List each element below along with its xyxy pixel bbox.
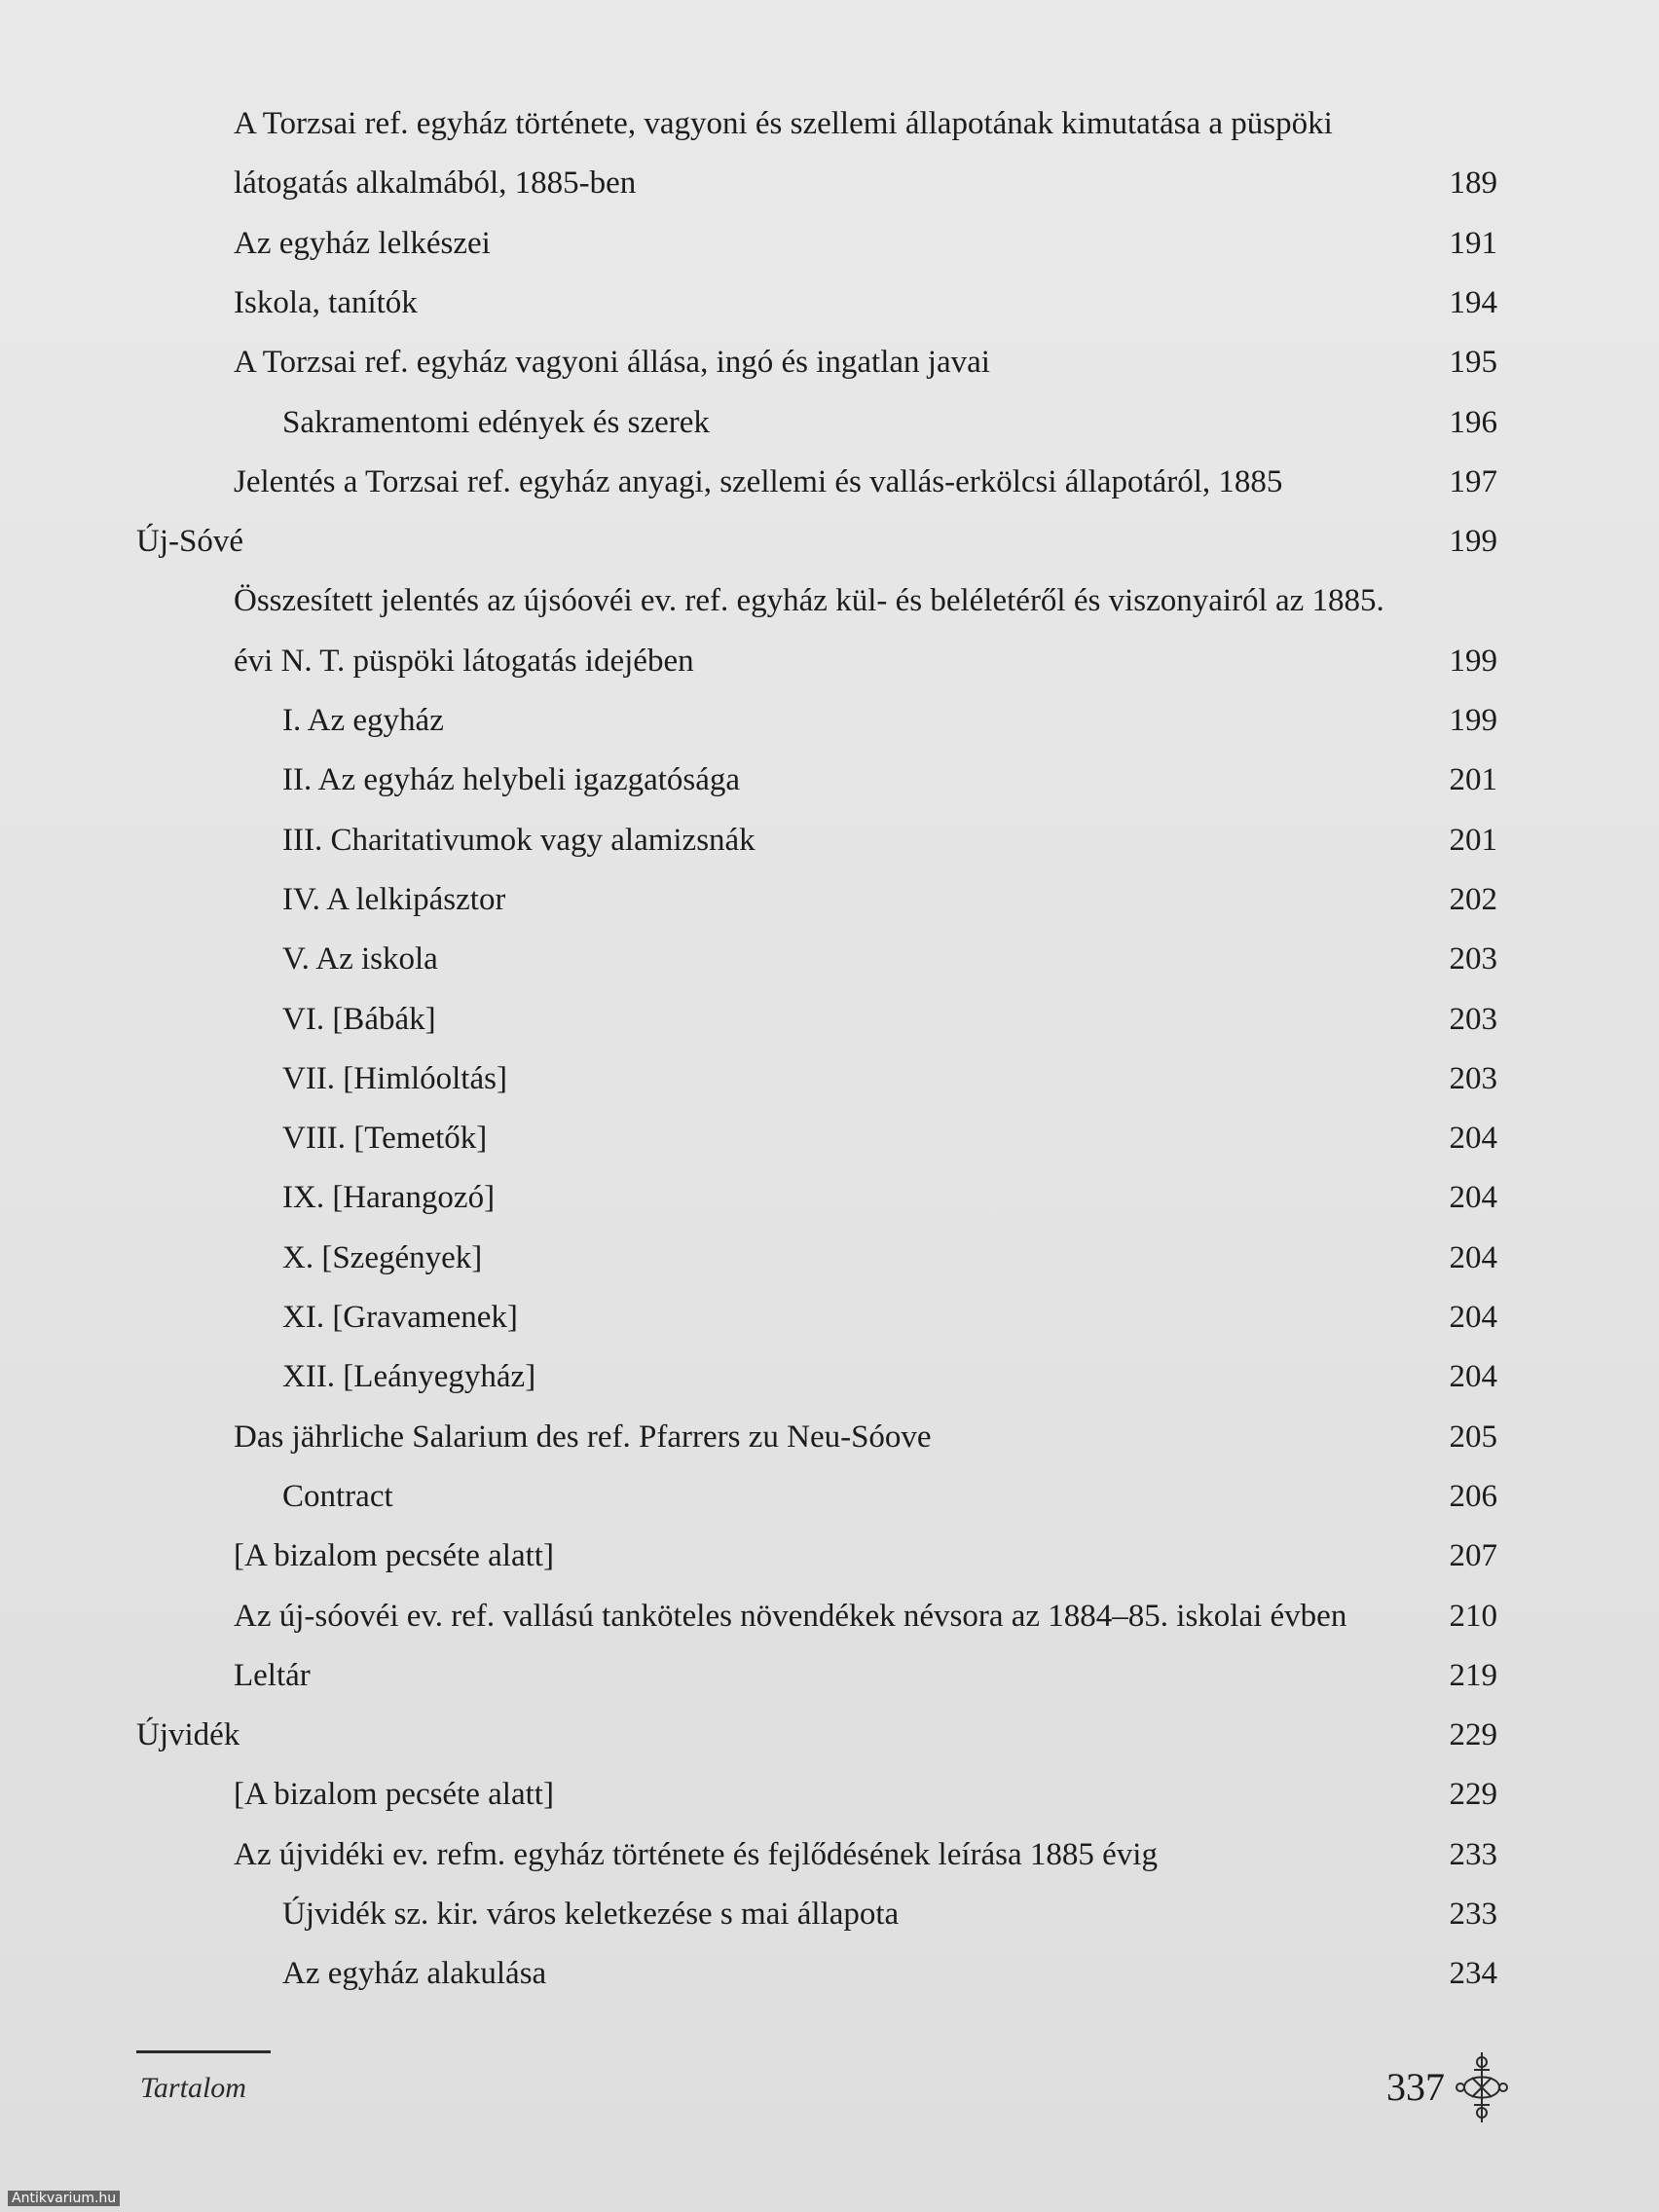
toc-entry-title: A Torzsai ref. egyház vagyoni állása, ingó és ingatlan javai	[234, 345, 990, 380]
toc-entry	[282, 1110, 1497, 1166]
toc-entry-title: [A bizalom pecséte alatt]	[234, 1777, 554, 1812]
toc-entry-page: 201	[1449, 823, 1497, 858]
toc-entry-title: látogatás alkalmából, 1885-ben	[234, 166, 637, 201]
toc-entry-title: Az egyház alakulása	[282, 1956, 547, 1991]
toc-entry-title: Leltár	[234, 1658, 311, 1693]
toc-entry	[282, 1230, 1497, 1286]
toc-entry-title: Újvidék sz. kir. város keletkezése s mai állapota	[282, 1897, 900, 1932]
toc-entry-title: évi N. T. püspöki látogatás idejében	[234, 644, 694, 679]
toc-entry-page: 206	[1449, 1479, 1497, 1514]
toc-entry-page: 234	[1449, 1956, 1497, 1991]
toc-entry-page: 203	[1449, 1002, 1497, 1037]
toc-entry-page: 229	[1449, 1717, 1497, 1752]
toc-entry	[282, 1289, 1497, 1346]
toc-entry-title: Sakramentomi edények és szerek	[282, 405, 710, 440]
toc-entry-page: 194	[1449, 285, 1497, 320]
page-number: 337	[1386, 2065, 1445, 2109]
toc-entry	[282, 1945, 1497, 2002]
toc-entry-title: Jelentés a Torzsai ref. egyház anyagi, szellemi és vallás-erkölcsi állapotáról, 1885	[234, 464, 1283, 499]
toc-entry	[136, 1707, 1497, 1763]
toc-entry-title: Contract	[282, 1479, 393, 1514]
footer-title: Tartalom	[140, 2072, 246, 2104]
toc-entry-title: A Torzsai ref. egyház története, vagyoni és szellemi állapotának kimutatása a püspöki	[234, 106, 1333, 141]
toc-entry-page: 207	[1449, 1538, 1497, 1573]
toc-entry-title: IV. A lelkipásztor	[282, 882, 506, 917]
toc-entry	[234, 155, 1497, 211]
toc-entry	[282, 752, 1497, 808]
toc-entry	[282, 1468, 1497, 1525]
toc-entry-page: 196	[1449, 405, 1497, 440]
toc-entry	[234, 1766, 1497, 1823]
toc-entry	[282, 991, 1497, 1048]
knot-ornament-icon	[1453, 2048, 1511, 2126]
toc-entry-title: X. [Szegények]	[282, 1240, 483, 1275]
toc-entry	[282, 1169, 1497, 1226]
toc-entry	[282, 812, 1497, 868]
toc-entry	[234, 215, 1497, 272]
toc-entry	[282, 1886, 1497, 1942]
toc-entry-page: 199	[1449, 703, 1497, 738]
toc-entry	[234, 454, 1497, 510]
toc-entry-title: [A bizalom pecséte alatt]	[234, 1538, 554, 1573]
toc-entry-page: 233	[1449, 1897, 1497, 1932]
toc-entry	[282, 871, 1497, 928]
toc-entry-title: II. Az egyház helybeli igazgatósága	[282, 762, 741, 797]
toc-entry-page: 204	[1449, 1121, 1497, 1156]
toc-entry-title: III. Charitativumok vagy alamizsnák	[282, 823, 756, 858]
toc-entry-title: Új-Sóvé	[136, 524, 243, 559]
footer-rule	[136, 2050, 271, 2053]
toc-entry-page: 204	[1449, 1240, 1497, 1275]
toc-entry-page: 210	[1449, 1599, 1497, 1634]
toc-entry-title: Az újvidéki ev. refm. egyház története és fejlődésének leírása 1885 évig	[234, 1837, 1158, 1872]
toc-entry-page: 205	[1449, 1419, 1497, 1455]
toc-entry-title: XII. [Leányegyház]	[282, 1359, 536, 1394]
toc-entry	[234, 1409, 1497, 1465]
toc-entry-title: I. Az egyház	[282, 703, 444, 738]
toc-entry-title: IX. [Harangozó]	[282, 1180, 496, 1215]
toc-entry	[234, 1528, 1497, 1584]
toc-entry	[136, 513, 1497, 570]
toc-entry-page: 203	[1449, 941, 1497, 977]
toc-entry-page: 204	[1449, 1359, 1497, 1394]
toc-entry-title: Az egyház lelkészei	[234, 226, 491, 261]
toc-entry	[234, 334, 1497, 390]
watermark: Antikvarium.hu	[8, 2191, 120, 2206]
toc-entry-title: VII. [Himlóoltás]	[282, 1061, 507, 1096]
toc-entry-title: Újvidék	[136, 1717, 240, 1752]
toc-entry	[234, 95, 1497, 152]
toc-entry-page: 199	[1449, 524, 1497, 559]
toc-entry-title: Iskola, tanítók	[234, 285, 418, 320]
toc-entry-page: 229	[1449, 1777, 1497, 1812]
toc-entry-page: 204	[1449, 1180, 1497, 1215]
toc-entry-page: 202	[1449, 882, 1497, 917]
toc-entry-page: 197	[1449, 464, 1497, 499]
toc-entry-title: Das jährliche Salarium des ref. Pfarrers zu Neu-Sóove	[234, 1419, 932, 1455]
toc-entry	[234, 275, 1497, 331]
toc-entry-title: XI. [Gravamenek]	[282, 1300, 518, 1335]
toc-entry-page: 203	[1449, 1061, 1497, 1096]
toc-entry	[234, 1647, 1497, 1704]
toc-entry	[282, 394, 1497, 451]
toc-entry	[234, 1588, 1497, 1644]
toc-entry	[234, 633, 1497, 689]
toc-entry-title: Összesített jelentés az újsóovéi ev. ref. egyház kül- és beléletéről és viszonyairól az 1885.	[234, 583, 1384, 618]
toc-entry-title: Az új-sóovéi ev. ref. vallású tanköteles növendékek névsora az 1884–85. iskolai évben	[234, 1599, 1347, 1634]
toc-entry-page: 199	[1449, 644, 1497, 679]
toc-entry	[282, 1348, 1497, 1405]
toc-entry	[282, 1051, 1497, 1107]
toc-entry	[282, 692, 1497, 749]
toc-entry-page: 189	[1449, 166, 1497, 201]
toc-entry	[282, 931, 1497, 987]
toc-entry-page: 204	[1449, 1300, 1497, 1335]
toc-entry-title: V. Az iskola	[282, 941, 438, 977]
toc-entry-page: 191	[1449, 226, 1497, 261]
toc-entry	[234, 1826, 1497, 1883]
toc-entry-page: 201	[1449, 762, 1497, 797]
toc-entry-title: VIII. [Temetők]	[282, 1121, 488, 1156]
toc-entry-page: 233	[1449, 1837, 1497, 1872]
toc-entry	[234, 572, 1497, 629]
toc-entry-title: VI. [Bábák]	[282, 1002, 436, 1037]
toc-entry-page: 219	[1449, 1658, 1497, 1693]
toc-entry-page: 195	[1449, 345, 1497, 380]
